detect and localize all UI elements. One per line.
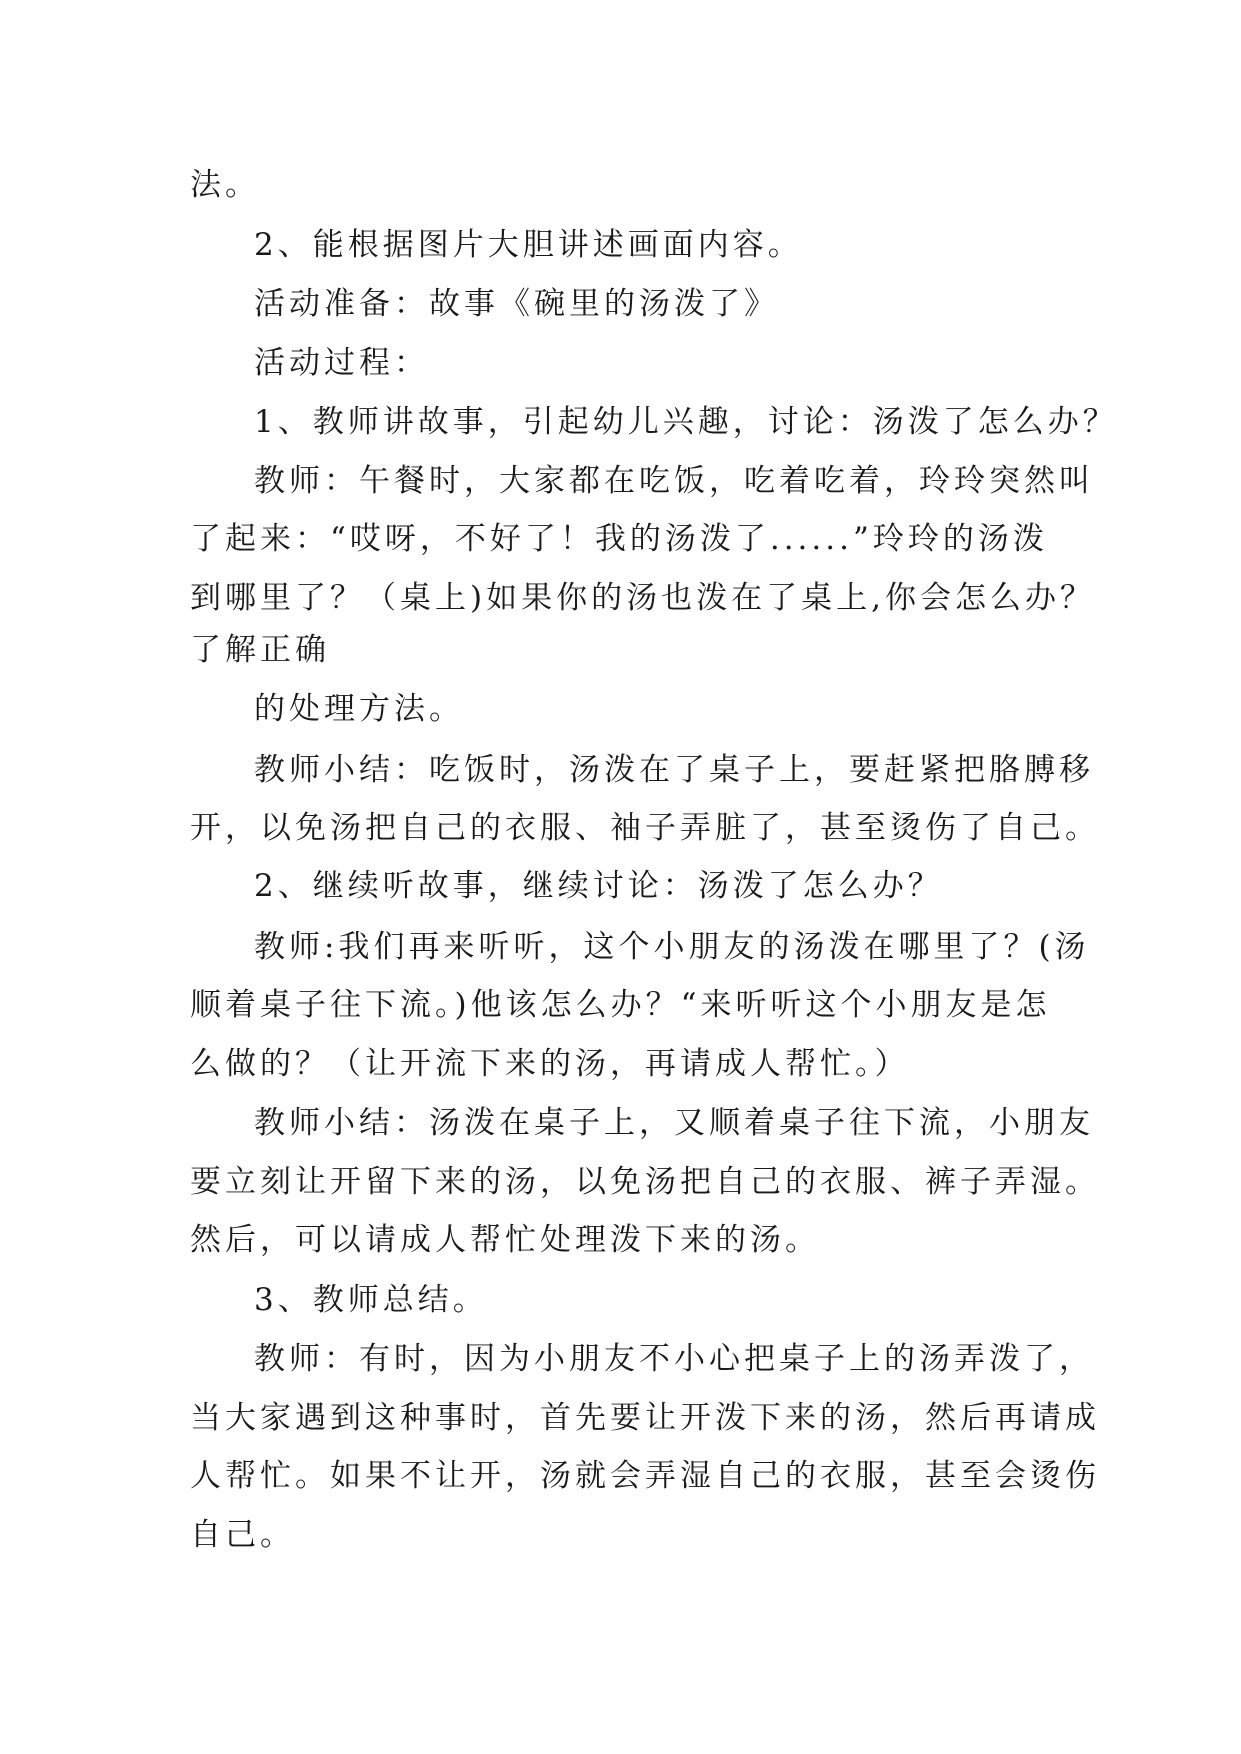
text-line: 教师：午餐时，大家都在吃饭，吃着吃着，玲玲突然叫 xyxy=(254,463,1094,499)
text-line: 活动过程： xyxy=(254,345,429,381)
text-line: 2、继续听故事，继续讨论：汤泼了怎么办？ xyxy=(254,868,943,904)
text-line: 2、能根据图片大胆讲述画面内容。 xyxy=(254,227,803,263)
text-line: 然后，可以请成人帮忙处理泼下来的汤。 xyxy=(190,1222,820,1258)
text-line: 么做的？（让开流下来的汤，再请成人帮忙。） xyxy=(190,1046,910,1082)
text-line: 到哪里了？（桌上)如果你的汤也泼在了桌上,你会怎么办？ xyxy=(190,580,1095,616)
text-line: 法。 xyxy=(190,167,260,203)
text-line: 教师：有时，因为小朋友不小心把桌子上的汤弄泼了， xyxy=(254,1341,1094,1377)
text-line: 要立刻让开留下来的汤，以免汤把自己的衣服、裤子弄湿。 xyxy=(190,1164,1100,1200)
text-line: 1、教师讲故事，引起幼儿兴趣，讨论：汤泼了怎么办？ xyxy=(254,404,1118,440)
text-line: 3、教师总结。 xyxy=(254,1282,488,1318)
text-line: 活动准备：故事《碗里的汤泼了》 xyxy=(254,286,779,322)
text-line: 顺着桌子往下流。)他该怎么办？“来听听这个小朋友是怎 xyxy=(190,987,1051,1023)
text-line: 教师:我们再来听听，这个小朋友的汤泼在哪里了？(汤 xyxy=(254,929,1090,965)
text-line: 了起来：“哎呀，不好了！我的汤泼了......”玲玲的汤泼 xyxy=(190,521,1048,557)
text-line: 的处理方法。 xyxy=(254,691,464,727)
text-line: 当大家遇到这种事时，首先要让开泼下来的汤，然后再请成 xyxy=(190,1400,1100,1436)
text-line: 教师小结：吃饭时，汤泼在了桌子上，要赶紧把胳膊移 xyxy=(254,752,1094,788)
text-line: 开，以免汤把自己的衣服、袖子弄脏了，甚至烫伤了自己。 xyxy=(190,810,1100,846)
text-line: 了解正确 xyxy=(190,632,330,668)
text-line: 教师小结：汤泼在桌子上，又顺着桌子往下流，小朋友 xyxy=(254,1105,1094,1141)
text-line: 人帮忙。如果不让开，汤就会弄湿自己的衣服，甚至会烫伤 xyxy=(190,1458,1100,1494)
text-line: 自己。 xyxy=(190,1517,295,1553)
